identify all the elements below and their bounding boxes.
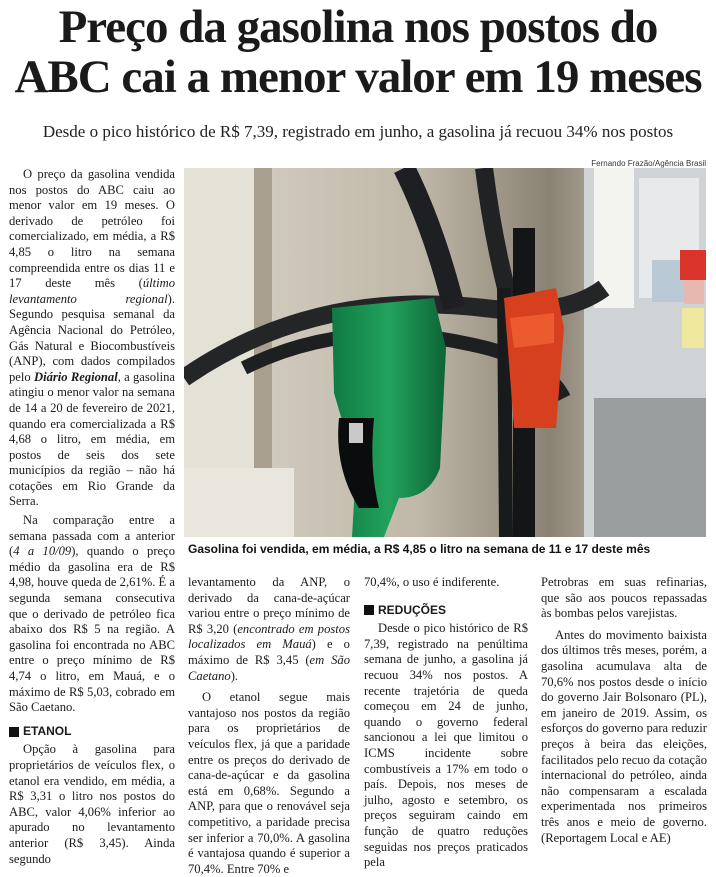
paragraph: Opção à gasolina para proprietários de veículos flex, o etanol era vendido, em média, a R$ 3,31 o litro nos postos do ABC, valor 4,06% inferior ao apurado no levantamento anterior (R$ 3,45). Ainda segundo: [9, 742, 175, 866]
section-heading-label: ETANOL: [23, 723, 72, 738]
article-column-4: [541, 575, 707, 846]
paragraph: Antes do movimento baixista dos últimos três meses, porém, a gasolina acumulava alta de 70,6% nos postos desde o início do governo Jair Bolsonaro (PL), em janeiro de 2019. Assim, os esforços do governo para reduzir preços à beira das eleições, facilitados pelo recuo da cotação internacional do petróleo, ainda não compensaram a escalada experimentada nos primeiros três anos e meio de governo. (Reportagem Local e AE): [541, 627, 707, 845]
photo-credit: Fernando Frazão/Agência Brasil: [591, 159, 706, 168]
headline-line-1: Preço da gasolina nos postos do: [58, 1, 658, 53]
text-run-italic: em São Caetano: [188, 652, 350, 683]
section-square-icon: [364, 605, 374, 615]
news-photo: [184, 168, 706, 537]
paragraph: [9, 513, 175, 716]
article-column-2: [188, 575, 350, 877]
paragraph: O etanol segue mais vantajoso nos postos da região para os proprietários de veículos flex, já que a paridade entre os preços do derivado de cana-de-açúcar e da gasolina está em 0,68%. Segundo a ANP, para que o renovável seja competitivo, a paridade precisa ser inferior a 70,0%. A gasolina é vantajosa quando é superior a 70,4%. Entre 70% e: [188, 690, 350, 876]
text-run-italic: último levantamento regional: [9, 276, 175, 306]
headline-line-2: ABC cai a menor valor em 19 meses: [14, 51, 702, 103]
article-column-1: [9, 167, 175, 867]
text-run: levantamento da ANP, o derivado da cana-de-açúcar variou entre o preço mínimo de R$ 3,20 (: [188, 575, 350, 636]
section-heading-label: REDUÇÕES: [378, 602, 447, 617]
section-square-icon: [9, 727, 19, 737]
publication-name: Diário Regional: [33, 369, 118, 384]
paragraph: 70,4%, o uso é indiferente.: [364, 575, 500, 589]
article-column-3: [364, 575, 528, 871]
paragraph: Petrobras em suas refinarias, que são aos poucos repassadas às bombas pelos varejistas.: [541, 575, 707, 621]
section-heading-etanol: [9, 724, 175, 740]
paragraph: [188, 575, 350, 684]
text-run: ) e o máximo de R$ 3,45 (: [188, 637, 350, 667]
paragraph: Desde o pico histórico de R$ 7,39, registrado na penúltima semana de junho, a gasolina já recuou 34% nos postos. A recente trajetória de queda começou em 24 de junho, quando o governo federal sancionou a lei que limitou o ICMS incidente sobre combustíveis a 17% em todo o país. Depois, nos meses de julho, agosto e setembro, os preços seguiram caindo em função de quatro reduções seguidas nos preços praticados pela: [364, 621, 528, 870]
text-run: Na comparação entre a semana passada com a anterior (: [9, 513, 175, 559]
text-run: ). Segundo pesquisa semanal da Agência Nacional do Petróleo, Gás Natural e Biocombustíveis (ANP), com dados compilados pelo: [9, 291, 175, 384]
headline: [0, 2, 716, 102]
photo-caption: Gasolina foi vendida, em média, a R$ 4,85 o litro na semana de 11 e 17 deste mês: [188, 542, 651, 556]
paragraph: [9, 167, 175, 510]
text-run: O preço da gasolina vendida nos postos do ABC caiu ao menor valor em 19 meses. O derivado de petróleo foi comercializado, em média, a R$ 4,85 o litro na semana compreendida entre os dias 11 e 17 deste mês (: [9, 167, 175, 291]
section-heading-reducoes: [364, 603, 528, 619]
text-run: , a gasolina atingiu o menor valor na semana de 14 a 20 de fevereiro de 2021, quando era comercializada a R$ 4,68 o litro, em média, em postos de seis dos sete municípios da região – não há cotações em Rio Grande da Serra.: [9, 369, 175, 509]
text-run: ), quando o preço médio da gasolina era de R$ 4,98, houve queda de 2,61%. É a segunda semana consecutiva que o derivado de petróleo fica abaixo dos R$ 5 na região. A gasolina foi encontrada no ABC entre o preço mínimo de R$ 4,74 o litro, em Mauá, e o máximo de R$ 5,03, cobrado em São Caetano.: [9, 544, 175, 715]
text-run-italic: 4 a 10/09: [13, 544, 72, 559]
text-run-italic: encontrado em postos localizados em Mauá: [188, 621, 350, 652]
gas-pump-nozzles-image: [184, 168, 706, 537]
subheadline: Desde o pico histórico de R$ 7,39, registrado em junho, a gasolina já recuou 34% nos postos: [42, 122, 674, 141]
text-run: ).: [230, 668, 239, 683]
